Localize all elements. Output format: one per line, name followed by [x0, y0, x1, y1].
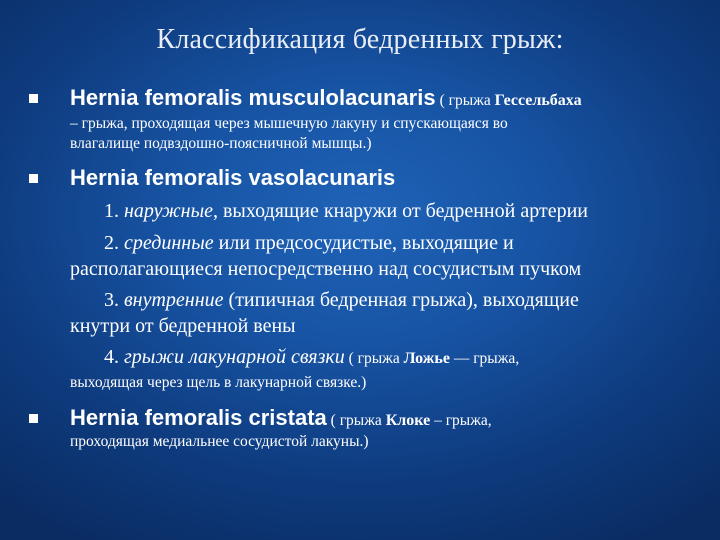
bullet-icon — [29, 414, 38, 423]
item-1-desc-line-1: – грыжа, проходящая через мышечную лакуну и спускающаяся во — [70, 115, 508, 132]
item-2-heading-line — [70, 165, 395, 191]
item-3-rest: – грыжа, — [430, 412, 492, 429]
slide-title: Классификация бедренных грыж: — [156, 24, 564, 55]
sub-3-number: 3. — [104, 289, 124, 311]
item-2-sub-4 — [104, 346, 519, 369]
bullet-icon — [29, 174, 38, 183]
item-3-heading-line — [70, 405, 492, 431]
sub-2-number: 2. — [104, 232, 124, 254]
sub-2-term: срединные — [124, 232, 214, 254]
sub-4-eponym: Ложье — [403, 350, 450, 367]
item-1-eponym: Гессельбаха — [494, 92, 582, 109]
item-2-sub-4-cont: выходящая через щель в лакунарной связке.) — [70, 374, 367, 391]
sub-3-term: внутренние — [124, 289, 224, 311]
item-2-sub-3 — [104, 289, 579, 312]
item-2-heading: Hernia femoralis vasolacunaris — [70, 165, 396, 190]
item-3-paren-open: ( грыжа — [326, 412, 386, 429]
sub-1-number: 1. — [104, 200, 124, 222]
sub-4-number: 4. — [104, 346, 124, 368]
sub-2-rest: или предсосудистые, выходящие и — [213, 232, 514, 254]
item-1-paren-open: ( грыжа — [439, 92, 495, 109]
sub-4-paren: ( грыжа — [344, 350, 404, 367]
item-1-desc-line-2: влагалище подвздошно-поясничной мышцы.) — [70, 135, 372, 152]
sub-4-term: грыжи лакунарной связки — [124, 346, 345, 368]
item-2-sub-2-cont: располагающиеся непосредственно над сосудистым пучком — [70, 258, 582, 280]
sub-4-dash: — грыжа, — [449, 350, 520, 367]
sub-1-rest: , выходящие кнаружи от бедренной артерии — [212, 200, 588, 222]
item-3-eponym: Клоке — [385, 412, 431, 429]
item-3-heading: Hernia femoralis cristata — [70, 405, 327, 430]
item-2-sub-3-cont: кнутри от бедренной вены — [70, 315, 296, 337]
sub-3-rest: (типичная бедренная грыжа), выходящие — [223, 289, 579, 311]
item-2-sub-2 — [104, 232, 514, 255]
item-2-sub-1 — [104, 200, 588, 223]
item-1-heading-line — [70, 85, 582, 111]
sub-1-term: наружные — [124, 200, 213, 222]
bullet-icon — [29, 94, 38, 103]
item-1-heading: Hernia femoralis musculolacunaris — [70, 85, 436, 110]
item-3-desc-line-1: проходящая медиальнее сосудистой лакуны.) — [70, 433, 369, 450]
